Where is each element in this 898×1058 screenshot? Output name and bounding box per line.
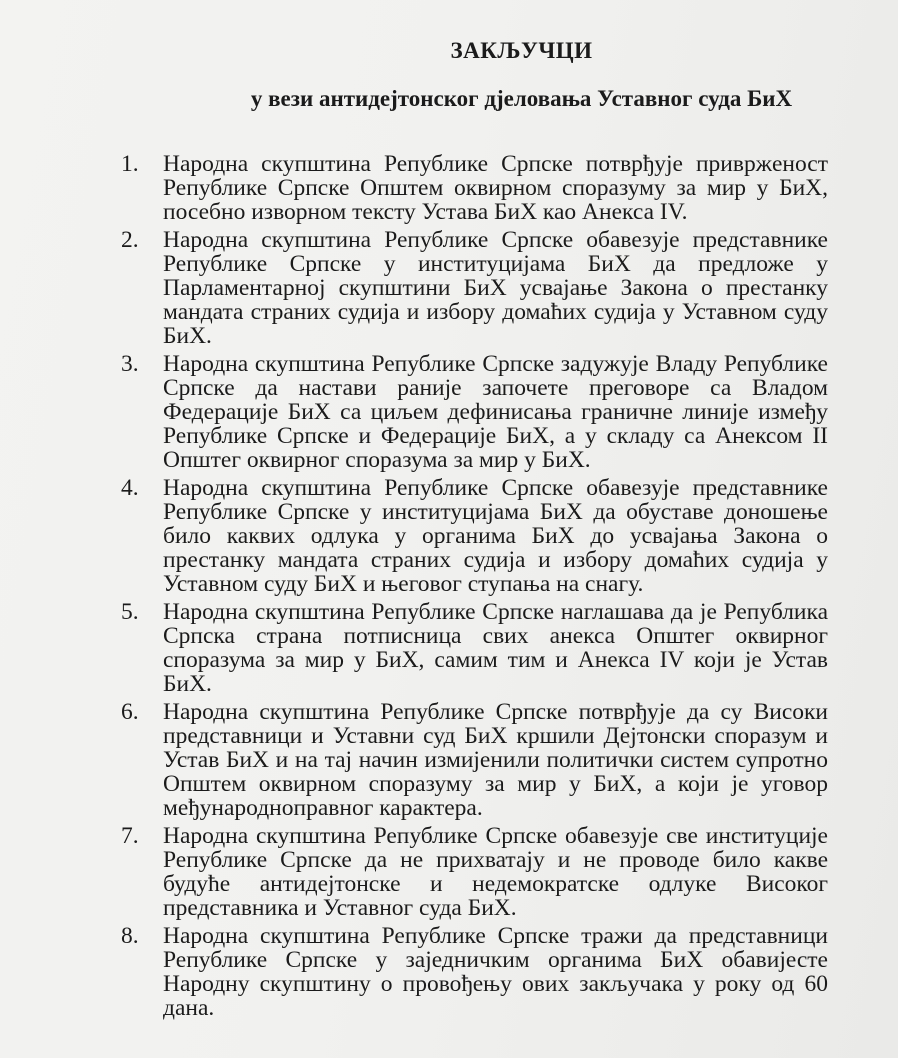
- list-item: [121, 923, 828, 1021]
- list-item: [121, 475, 828, 597]
- item-text: Народна скупштина Републике Српске обавезује представнике Републике Српске у институцијама БиХ да обуставе доношење било каквих одлука у органима БиХ до усвајања Закона о престанку мандата страних судија и избору домаћих судија у Уставном суду БиХ и његовог ступања на снагу.: [163, 475, 828, 597]
- item-text: Народна скупштина Републике Српске тражи да представници Републике Српске у заједничким органима БиХ обавијесте Народну скупштину о провођењу ових закључака у року од 60 дана.: [163, 923, 828, 1021]
- item-number: 2.: [121, 227, 139, 253]
- item-number: 6.: [121, 699, 139, 725]
- item-number: 1.: [121, 151, 139, 177]
- item-text: Народна скупштина Републике Српске задужује Владу Републике Српске да настави раније започете преговоре са Владом Федерације БиХ са циљем дефинисања граничне линије између Републике Српске и Федерације БиХ, а у складу са Анексом II Општег оквирног споразума за мир у БиХ.: [163, 351, 828, 473]
- item-number: 5.: [121, 599, 139, 625]
- document-subtitle: у вези антидејтонског дјеловања Уставног суда БиХ: [250, 86, 793, 111]
- item-number: 3.: [121, 351, 139, 377]
- item-text: Народна скупштина Републике Српске наглашава да је Република Српска страна потписница свих анекса Општег оквирног споразума за мир у БиХ, самим тим и Анекса IV који је Устав БиХ.: [163, 599, 828, 697]
- list-item: [121, 351, 828, 473]
- item-number: 8.: [121, 923, 139, 949]
- item-text: Народна скупштина Републике Српске обавезује све институције Републике Српске да не прихватају и не проводе било какве будуће антидејтонске и недемократске одлуке Високог представника и Уставног суда БиХ.: [163, 823, 828, 921]
- item-text: Народна скупштина Републике Српске потврђује да су Високи представници и Уставни суд БиХ кршили Дејтонски споразум и Устав БиХ и на тај начин измијенили политички систем супротно Општем оквирном споразуму за мир у БиХ, а који је уговор међународноправног карактера.: [163, 699, 828, 821]
- item-text: Народна скупштина Републике Српске потврђује привржeност Републике Српске Општем оквирном споразуму за мир у БиХ, посебно изворном тексту Устава БиХ као Анекса IV.: [163, 151, 828, 225]
- list-item: [121, 151, 828, 225]
- list-item: [121, 227, 828, 349]
- list-item: [121, 699, 828, 821]
- list-item: [121, 823, 828, 921]
- list-item: [121, 599, 828, 697]
- conclusions-list: [121, 151, 828, 1021]
- item-number: 4.: [121, 475, 139, 501]
- document-title: ЗАКЉУЧЦИ: [450, 38, 593, 63]
- item-number: 7.: [121, 823, 139, 849]
- item-text: Народна скупштина Републике Српске обавезује представнике Републике Српске у институцијама БиХ да предложе у Парламентарној скупштини БиХ усвајање Закона о престанку мандата страних судија и избору домаћих судија у Уставном суду БиХ.: [163, 227, 828, 349]
